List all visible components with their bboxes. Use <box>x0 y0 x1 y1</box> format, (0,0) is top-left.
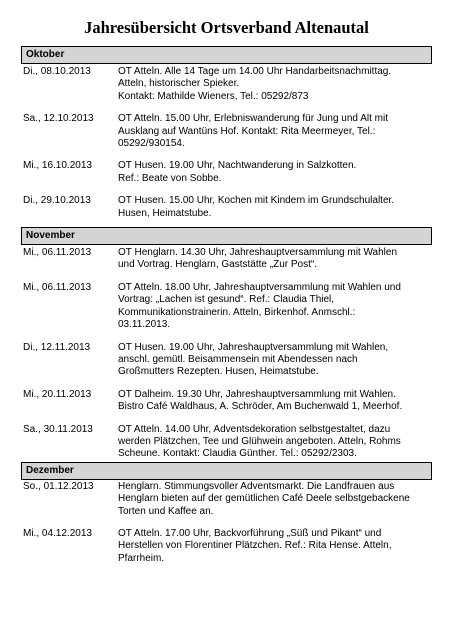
event-line: Ausklang auf Wantüns Hof. Kontakt: Rita Meermeyer, Tel.: <box>118 125 376 137</box>
event-line: Vortrag: „Lachen ist gesund“. Ref.: Claudia Thiel, <box>118 294 335 306</box>
event-date: Mi., 04.12.2013 <box>23 527 92 539</box>
event-line: OT Atteln. Alle 14 Tage um 14.00 Uhr Handarbeitsnachmittag. <box>118 66 392 77</box>
event-row <box>21 195 432 220</box>
event-text <box>118 160 432 185</box>
event-line: Pfarrheim. <box>118 552 165 564</box>
event-row <box>21 160 432 185</box>
section-dezember <box>21 462 432 565</box>
event-row <box>21 528 432 565</box>
event-text <box>118 424 432 461</box>
event-date: Di., 12.11.2013 <box>23 341 91 353</box>
event-line: OT Husen. 19.00 Uhr, Nachtwanderung in Salzkotten. <box>118 160 357 172</box>
event-text <box>118 282 432 332</box>
event-line: Scheune. Kontakt: Claudia Günther. Tel.: 05292/2303. <box>118 448 357 460</box>
event-date: Mi., 16.10.2013 <box>23 160 92 172</box>
event-row <box>21 389 432 414</box>
event-line: OT Henglarn. 14.30 Uhr, Jahreshauptversammlung mit Wahlen <box>118 247 398 259</box>
event-row <box>21 66 432 103</box>
event-row <box>21 113 432 150</box>
event-date: So., 01.12.2013 <box>23 480 94 492</box>
section-oktober <box>21 46 432 220</box>
event-line: OT Atteln. 15.00 Uhr, Erlebniswanderung für Jung und Alt mit <box>118 113 388 125</box>
event-line: Großmutters Rezepten. Husen, Heimatstube. <box>118 366 319 378</box>
event-row <box>21 481 432 518</box>
event-date: Mi., 06.11.2013 <box>23 247 92 259</box>
event-line: Kontakt: Mathilde Wieners, Tel.: 05292/873 <box>118 90 309 102</box>
month-header: November <box>21 227 432 245</box>
event-line: OT Atteln. 17.00 Uhr, Backvorführung „Süß und Pikant“ und <box>118 527 382 539</box>
event-text <box>118 481 432 518</box>
event-text <box>118 247 432 272</box>
event-line: Henglarn. Stimmungsvoller Adventsmarkt. Die Landfrauen aus <box>118 480 395 492</box>
event-row <box>21 424 432 461</box>
event-line: Herstellen von Florentiner Plätzchen. Ref.: Rita Hense. Atteln, <box>118 540 392 552</box>
event-line: Torten und Kaffee an. <box>118 505 214 517</box>
event-line: Atteln, historischer Spieker. <box>118 78 240 90</box>
event-date: Sa., 30.11.2013 <box>23 423 93 435</box>
event-line: OT Atteln. 14.00 Uhr, Adventsdekoration selbstgestaltet, dazu <box>118 423 391 435</box>
event-row <box>21 342 432 379</box>
month-header: Dezember <box>21 462 432 480</box>
page-title: Jahresübersicht Ortsverband Altenautal <box>84 18 369 37</box>
section-november <box>21 227 432 461</box>
event-date: Mi., 20.11.2013 <box>23 388 92 400</box>
event-date: Mi., 06.11.2013 <box>23 281 92 293</box>
event-line: Henglarn bieten auf der gemütlichen Café Deele selbstgebackene <box>118 493 410 505</box>
event-text <box>118 389 432 414</box>
event-date: Sa., 12.10.2013 <box>23 113 94 125</box>
event-date: Di., 08.10.2013 <box>23 66 91 77</box>
event-line: 05292/930154. <box>118 138 185 150</box>
event-text <box>118 66 432 103</box>
month-header: Oktober <box>21 46 432 64</box>
event-text <box>118 113 432 150</box>
event-line: Bistro Café Waldhaus, A. Schröder, Am Buchenwald 1, Meerhof. <box>118 401 403 413</box>
event-row <box>21 282 432 332</box>
event-line: OT Husen. 15.00 Uhr, Kochen mit Kindern im Grundschulalter. <box>118 195 395 207</box>
event-line: Kommunikationstrainerin. Atteln, Birkenhof. Anmschl.: <box>118 306 356 318</box>
event-text <box>118 195 432 220</box>
event-line: OT Husen. 19.00 Uhr, Jahreshauptversammlung mit Wahlen, <box>118 341 389 353</box>
event-line: und Vortrag. Henglarn, Gaststätte „Zur Post“. <box>118 259 317 271</box>
event-line: anschl. gemütl. Beisammensein mit Abendessen nach <box>118 353 358 365</box>
event-line: Ref.: Beate von Sobbe. <box>118 172 222 184</box>
event-line: OT Dalheim. 19.30 Uhr, Jahreshauptversammlung mit Wahlen. <box>118 388 396 400</box>
event-line: werden Plätzchen, Tee und Glühwein angeboten. Atteln, Rohms <box>118 435 401 447</box>
event-line: Husen, Heimatstube. <box>118 207 212 219</box>
event-date: Di., 29.10.2013 <box>23 195 91 207</box>
event-row <box>21 247 432 272</box>
event-line: 03.11.2013. <box>118 319 171 331</box>
event-line: OT Atteln. 18.00 Uhr, Jahreshauptversammlung mit Wahlen und <box>118 281 401 293</box>
event-text <box>118 528 432 565</box>
event-text <box>118 342 432 379</box>
